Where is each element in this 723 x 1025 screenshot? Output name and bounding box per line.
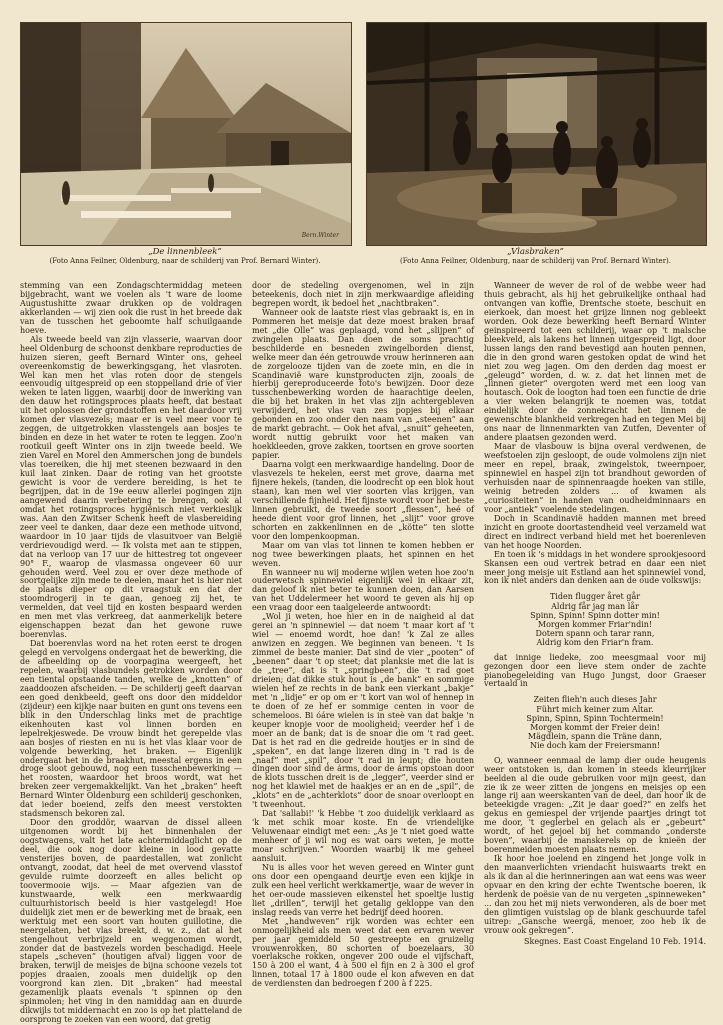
paragraph: Dat 'sallabi!' 'k Hebbe 't zoo duidelijk verklaard as 'k met schik moar koste. En de vriendelijke Veluwenaar eindigt met een: „As je 't niet goed watte menheer of ji wil nog es wat oars weten, je motte moar schrijven.” Woorden waarbij ik me geheel aansluit. (252, 809, 474, 863)
verse-line: Dotern spann och tarar rann, (535, 629, 655, 639)
paragraph: En wanneer nu wij moderne wijlen weten hoe zoo'n ouderwetsch spinnewiel eigenlijk wel in elkaar zit, dan geloof ik niet beter te kunnen doen, dan Aarsen van het Uddelermeer het woord te geven als hij op een vraag door een taalgeleerde antwoordt: (252, 567, 474, 613)
german-verse (484, 695, 706, 750)
paragraph: Wanneer ook de laatste riest vlas gebraakt is, en in Pommeren het meisje dat deze moest braken braaf met „die Olle” was geplaagd, vond het „slijpen” of zwingelen plaats. Dan doen de soms prachtig beschilderde en besneden zwingelborden dienst, welke meer dan één getrouwde vrouw herinneren aan de zorgelooze tijden van de zoete min, en die in Scandinavië ware kunstproducten zijn, zooals de hierbij gereproduceerde foto's bewijzen. Door deze tusschenbewerking worden de haarachtige deelen, die bij het braken in het vlas zijn achtergebleven verwijderd, het vlas van zes popjes bij elkaar gebonden en zoo onder den naam van „steenen” aan de markt gebracht. — Ook het afval, „snuit” geheeten, wordt nuttig gebruikt voor het maken van hoekkleeden, grove zakken, toortsen en grove soorten papier. (252, 307, 474, 461)
paragraph: stemming van een Zondagschtermiddag meteen bijgebracht, want we voelen als 't ware de loome Augustushitte zwaar drukken op de voldragen akkerlanden — wij zien ook die rust in het breede dak van de tusschen het geboomte half schuilgaande hoeve. (20, 281, 242, 335)
text-column-2 (252, 282, 474, 988)
linnenbleek-illustration (21, 23, 351, 245)
paragraph: Dat boerenvlas word na het roten eerst te drogen gelegd en vervolgens ondergaat het de bewerking, die de afbeelding op de voorpagina weergeeft, het repelen, waarbij vlasbundels getrokken worden door een tiental opstaande tanden, welke de „knotten” of zaaddoozen afscheiden. — De schilderij geeft daarvan een goed denkbeeld, geeft ons door den middeldor (zijdeur) een kijkje naar buiten en gunt ons tevens een blik in den Underschlag links met de prachtige eikenhouten kast vol linnen borden en lepelrekjeswede. De vrouw bindt het gerepelde vlas aan bosjes of riesten en nu is het vlas klaar voor de volgende bewerking, het braken. — Eigenlijk ondergaat het in de braakhut, meestal ergens in een droge sloot gebouwd, nog een tusschenbewerking — het roosten, waardoor het broos wordt, wat het breken zeer vergemakkelijkt. Van het „braken” heeft Bernard Winter Oldenburg een schilderij geschonken, dat ieder boeiend, zelfs den meest verstokten stadsmensch bekoren zal. (20, 639, 242, 819)
paragraph: Door den groddör, waarvan de dissel alleen uitgenomen wordt bij het binnenhalen der oogstwagens, valt het late achtermiddaglicht op de deel, die ook nog door kleine in lood gevatte vensterijes boven, de paardestallen, wat zonlicht ontvangt, zoodat, dat heel de met overvend vlasstof gevulde ruimte doorzeeft en alles belicht op toovermooie wijs. — Maar afgezien van de kunstwaarde, welk een merkwaardig cultuurhistorisch beeld is hier vastgelegd! Hoe duidelijk ziet men er de bewerking met de braak, een werktuig met een soort van houten guillotine, die neergelaten, het vlas breekt, d. w. z., dat al het stengelhout verbrijzeld en weggenomen wordt, zonder dat de bastvezels worden beschadigd. Heele stapels „scheven” (houtigen afval) liggen voor de braken, terwijl de meisjes de bijna schoone vezels tot popjes draaien, zooals men duidelijk op den voorgrond kan zien. Dit „braken” had meestal gezamenlijk plaats evenals 't spinnen op den spinmolen; het ving in den namiddag aan en duurde dikwijls tot middernacht en zoo is op het platteland de oorsprong te zoeken van een woord, dat gretig (20, 818, 242, 1025)
paragraph: Als tweede beeld van zijn vlasserie, waarvan door heel Oldenburg de schoonst denkbare reproducties de huizen sieren, geeft Bernard Winter ons, geheel overeenkomstig de bewerkingsgang, het vlasroten. Wel kan men het vlas roten door de stengels eenvoudig uitgespreid op een stoppelland drie of vier weken te laten liggen, waarbij door de inwerking van den dauw het rotingsproces plaats heeft, dat bestaat uit het oplossen der grondstoffen en het daardoor vrij komen der vlasvezels; maar er is veel meer voor te zeggen, de uitgetrokken vlasstengels aan bosjes te binden en deze in het water te roten te leggen. Zoo'n rootkuil geeft Winter ons in zijn tweede beeld. We zien Varel en Morel den Ammerschen jong de bundels vlas toereiken, die hij met steenen bezwaard in den kuil laat zinken. Daar de roting van het grootste gewicht is voor de verdere bereiding, is het te begrijpen, dat in de 19e eeuw allerlei pogingen zijn aangewend daarin verbetering te brengen, ook al omdat het rotingsproces hygiënisch niet verkieslijk was. Aan den Zwitser Schenk heeft de vlasbereiding zeer veel te danken, daar deze een methode uitvond, waardoor in 10 jaar tijds de vlasuitvoer van België verdrievoudigd werd. — Ik volsta met aan te stippen, dat na verloop van 17 uur de hittestreg tot ongeveer 90° F., waarop de vlasmassa ongeveer 60 uur gehouden werd. Veel zou er over deze methode of soortgelijke zijn mede te deelen, maar het is hier niet de plaats dieper op dit vraagstuk en dat der stoomdrogerij in te gaan, genoeg zij het, te vermelden, dat veel tijd en kosten bespaard werden en men met vlas verkreeg, dat aanmerkelijk betere eigenschappen bezat dan het gewone ruwe boerenvlas. (20, 334, 242, 640)
paragraph: O, wanneer eenmaal de lamp dier oude heugenis weer ontstoken is, dan komen in steeds kleurrijker beelden al die oude gebruiken voor mijn geest, dan zie ik ze weer zitten de jongens en meisjes op een lange rij aan weerskanten van de deel, dan hoor ik de beteekigde vragen: „Zit je daar goed?” en zelfs het gekus en gemiespel der vrijende paartjes dringt tot me door, 't geglerbel en gelach als er „gebeurt” wordt, of het gejoel bij het commando „onderste boven”, waarbij de manskerels op de knieën der boerenmeiden moesten plaats nemen. (484, 755, 706, 855)
caption-linnenbleek (20, 248, 350, 266)
paragraph: Nu is alles voor het weven gereed en Winter gunt ons door een opengaand deurtje even een kijkje in zulk een heel verlicht werkkamertje, waar de wever in het oer-oude massieven eikenstel het spoeltje lustig liet „drillen”, terwijl het getalig gekloppe van den inslag reeds van verre het bedrijf deed hooren. (252, 862, 474, 917)
verse-line: Aldrig kom den Friar'n fram. (536, 638, 654, 648)
painting-linnenbleek (20, 22, 352, 246)
painter-signature: Bern.Winter (301, 232, 339, 239)
painting-vlasbraken (366, 22, 707, 246)
paragraph: Ik hoor hoe joelend en zingend het jonge volk in den maanverlichten vriendacht huiswaarts trekt en als ik dan al die herinneringen aan wat eens was weer opvaar en den kring der echte Twentsche boeren, ik herdenk de poësie van de nu vergeten „spinneweken” ... dan zou het mij niets verwonderen, als de boer met den glimtigen vuistslag op de blank geschuurde tafel uitrep: „Gansche weergä, menoer, zoo heb ik de vrouw ook gekregen”. (484, 854, 706, 935)
caption-credit: (Foto Anna Feilner, Oldenburg, naar de schilderij van Prof. Bernard Winter). (399, 257, 672, 265)
article-signature: Skegnes. East Coast Engeland 10 Feb. 1914. (524, 936, 706, 946)
text-column-3 (484, 282, 706, 988)
paragraph: Wanneer de wever de rol of de webbe weer had thuis gebracht, als hij het gebruikelijke onthaal had ontvangen van koffie, Drentsche stoete, beschuit en eierkoek, dan moest het grijze linnen nog gebleekt worden. Ook deze bewerking heeft Bernard Winter geinspireerd tot een schilderij, waar op 't malsche bleekveld, als lakens het linnen uitgespreid ligt, door lussen langs den rand bevestigd aan houten pennen, die in den grond waren gestoken opdat de wind het niet zou weg jagen. Om den derden dag moest er „geleugd” worden, d. w. z. dat het linnen met de „linnen gieter” overgoten werd met een loog van houtasch. Ook de loogton had toen een functie de drie a vier weken belangrijk te noemen was, totdat eindelijk door de zonnekracht het linnen de gewenschte blankheid verkregen had en tegen Mei bij ons naar de linnenmarkten van Zutfen, Deventer of andere plaatsen gezonden werd. (484, 281, 706, 443)
paragraph: Maar de vlasbouw is bijna overal verdwenen, de weefstoelen zijn gesloopt, de oude volmolens zijn niet meer en repel, braak, zwingelstok, tweernpoer, spinnewiel en haspel zijn tot brandhout geworden of verhuisden naar de spinnenraagde hoeken van stille, weinig betreden zolders ... of kwamen als „curiositeiten” in handen van oudheidminnaars en voor „antiek” voelende stedelingen. (484, 442, 706, 514)
verse-line: Morgen kommt der Freier dein! (530, 723, 660, 733)
verse-line: Spinn, Spinn, Spinn Tochtermein! (526, 713, 664, 723)
vlasbraken-illustration (367, 23, 706, 245)
verse-line: Nie doch kam der Freiersmann! (529, 741, 661, 751)
verse-line: Führt mich keiner zum Altar. (536, 704, 654, 714)
verse-line: Zeiten flieh'n auch dieses Jahr (533, 695, 657, 705)
caption-title: „De linnenbleek” (148, 247, 222, 257)
text-column-1 (20, 281, 242, 1025)
caption-credit: (Foto Anna Feilner, Oldenburg, naar de schilderij van Prof. Bernard Winter). (49, 257, 321, 265)
paragraph: dat innige liedeke, zoo meesgmaal voor mij gezongen door een lieve stem onder de zachte pianobegeleiding van Hugo Jungst, door Graeser vertaald in (484, 652, 706, 689)
paragraph: En toen ik 's middags in het wondere sprookjesoord Skansen een oud vertrek betrad en daar een niet meer jong meisje uit Estland aan het spinnewiel vond, kon ik niet anders dan denken aan de oude volkswijs: (484, 549, 706, 586)
verse-line: Mägdlein, spann die Träne dann, (527, 732, 663, 742)
paragraph: Doch in Scandinavië hadden mannen met breed inzicht en groote doortastendheid veel verzameld wat direct en indirect verband hield met het boerenleven van het hooge Noorden. (484, 513, 706, 550)
paragraph: door de stedeling overgenomen, wel in zijn beteekenis, doch niet in zijn merkwaardige afleiding begrepen wordt, ik bedoel het „nachtbraken”. (252, 281, 474, 308)
paragraph: Met „handweven” rijk worden was echter een onmogelijkheid als men weet dat een ervaren wever per jaar gemiddeld 50 gestreepte en gruizelig vrouwenrokken, 80 schorten of boezelaars, 30 voerlaksche rokken, ongever 200 oude el vijfschaft, 150 à 200 el want, 4 à 500 el fijn en 2 à 300 el grof linnen, totaal 17 à 1800 oude el kon afweven en dat de verdiensten dan bedroegen f 200 à f 225. (252, 916, 474, 989)
verse-line: Aldrig får jag man lår (551, 601, 639, 611)
swedish-verse (484, 592, 706, 647)
paragraph: Maar om van vlas tot linnen te komen hebben er nog twee bewerkingen plaats, het spinnen en het weven. (252, 540, 474, 568)
paragraph: „Wol ji weten, hoe hier en in de naigheid al dat gerei an 'n spinnewiel — dat noem 't maar kort af 't wiel — enoemd wordt, hoe dan! 'k Zal ze alles anwizen en zeggen. We beginnen van beneen. 't Is zimmel de beste manier. Dat sind de vier „pooten” of „beenen” daar 't op steet; dat planksie met die lat is de „tree”, dat is 't „springbeen”, die 't rad goet drieien; dat dikke stuk hout is „de bank” en sommige wielen hef ze rechts in de bank een vierkant „bakje” met 'n „lidje” er op om er 't kort van wol of hennep in te doen of ze hef er sommige centen in voor de schemeloos. Bi óáre wielen is in steè van dat bakje 'n keuper knopje voor de mooligheid; veerder hef i de moer an de bank; dat is de snoar die om 't rad geet. Dat is het rad en die gedreide houtjes er in sind de „speken”, en dat lange lizeren ding in 't rad is de „naaf” met „spil”, door 't rad in leupt; die houten dingen door sind de árms, door de árms opstoan door de klots tusschen dreit is de „legger”, veerder sind er nog het klawiel met de haakjes er an en de „spil”, de „klots” en de „achterklots” door de snoar overloopt en 't tweenhout. (252, 612, 474, 810)
verse-line: Morgen kommer Friar'ndin! (537, 620, 653, 630)
paragraph: Daarna volgt een merkwaardige handeling. Door de vlasvezels te hekelen, eerst met grove, daarna met fijnere hekels, (tanden, die loodrecht op een blok hout staan), kan men wel vier soorten vlas krijgen, van verschillende fijnheid. Het fijnste wordt voor het beste linnen gebruikt, de tweede soort „flessen”, heé of heede dient voor grof linnen, het „slijt” voor grove schorten en zakkenlinnen en de „kötte” ten slotte voor den lompenkoopman. (252, 460, 474, 541)
caption-vlasbraken (366, 248, 705, 266)
caption-title: „Vlasbraken” (507, 247, 564, 257)
verse-line: Spinn, Spinn! Spinn dotter min! (530, 610, 660, 620)
verse-line: Tiden flugger året går (549, 592, 641, 602)
